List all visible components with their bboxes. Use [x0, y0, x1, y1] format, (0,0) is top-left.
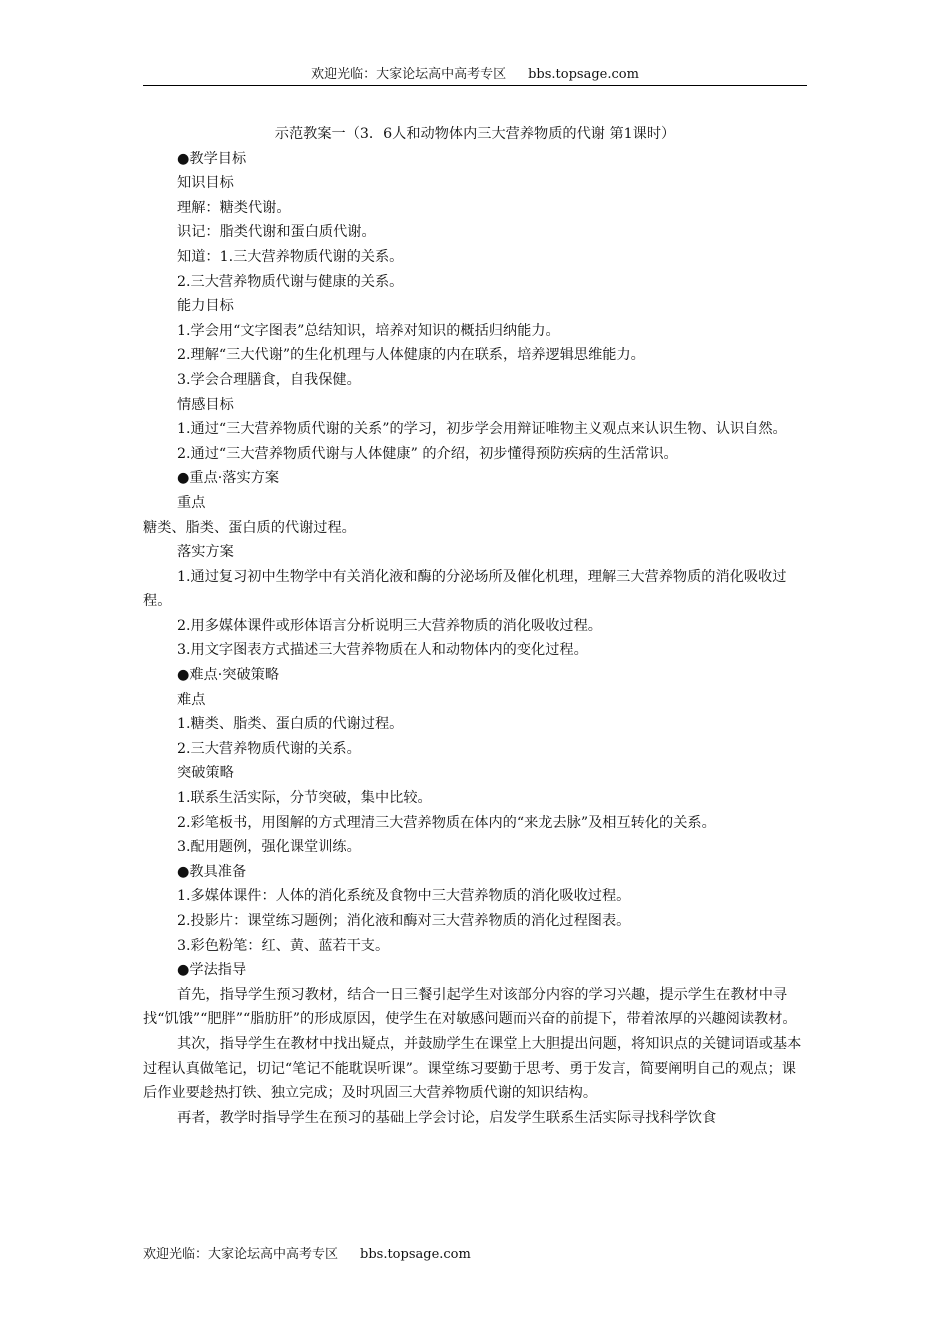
document-line: 3.配用题例，强化课堂训练。 — [177, 839, 361, 856]
document-line: 1.多媒体课件：人体的消化系统及食物中三大营养物质的消化吸收过程。 — [177, 888, 631, 905]
document-line: 其次，指导学生在教材中找出疑点，并鼓励学生在课堂上大胆提出问题，将知识点的关键词语或基本过程认真做笔记，切记“笔记不能耽误听课”。课堂练习要勤于思考、勇于发言，简要阐明自己的观点；课后作业要趁热打铁、独立完成；及时巩固三大营养物质代谢的知识结构。 — [143, 1035, 802, 1102]
page-header — [143, 66, 807, 84]
document-body — [143, 122, 807, 1130]
footer-site-text: 欢迎光临：大家论坛高中高考专区 — [143, 1247, 339, 1262]
document-line: 3.彩色粉笔：红、黄、蓝若干支。 — [177, 937, 390, 954]
document-line: 糖类、脂类、蛋白质的代谢过程。 — [143, 519, 356, 536]
document-line: 1.联系生活实际，分节突破，集中比较。 — [177, 790, 432, 807]
document-line: 1.通过“三大营养物质代谢的关系”的学习，初步学会用辩证唯物主义观点来认识生物、认识自然。 — [177, 421, 787, 438]
header-url-link[interactable]: bbs.topsage.com — [528, 67, 639, 82]
document-line: 2.用多媒体课件或形体语言分析说明三大营养物质的消化吸收过程。 — [177, 617, 602, 634]
document-line: 难点 — [177, 691, 206, 708]
document-line: 1.学会用“文字图表”总结知识，培养对知识的概括归纳能力。 — [177, 322, 560, 339]
document-line: 1.糖类、脂类、蛋白质的代谢过程。 — [177, 716, 404, 733]
document-line: 能力目标 — [177, 298, 234, 315]
document-line: 1.通过复习初中生物学中有关消化液和酶的分泌场所及催化机理，理解三大营养物质的消化吸收过程。 — [143, 568, 787, 610]
document-lines — [143, 147, 807, 1131]
document-line: 重点 — [177, 494, 206, 511]
document-line: ●重点·落实方案 — [177, 470, 280, 487]
document-line: 2.投影片：课堂练习题例；消化液和酶对三大营养物质的消化过程图表。 — [177, 913, 631, 929]
document-line: 2.三大营养物质代谢与健康的关系。 — [177, 273, 404, 290]
document-line: 情感目标 — [177, 396, 234, 413]
document-line: 3.学会合理膳食，自我保健。 — [177, 371, 361, 388]
document-line: 知道：1.三大营养物质代谢的关系。 — [177, 248, 404, 265]
document-line: 首先，指导学生预习教材，结合一日三餐引起学生对该部分内容的学习兴趣，提示学生在教材中寻找“饥饿”“肥胖”“脂肪肝”的形成原因，使学生在对敏感问题而兴奋的前提下，带着浓厚的兴趣阅读教材。 — [143, 986, 797, 1028]
header-site-text: 欢迎光临：大家论坛高中高考专区 — [311, 67, 507, 82]
document-line: ●难点·突破策略 — [177, 667, 280, 684]
document-line: 3.用文字图表方式描述三大营养物质在人和动物体内的变化过程。 — [177, 642, 588, 659]
page-footer — [143, 1246, 471, 1264]
document-line: 2.三大营养物质代谢的关系。 — [177, 740, 361, 757]
document-line: 2.理解“三大代谢”的生化机理与人体健康的内在联系，培养逻辑思维能力。 — [177, 347, 645, 364]
footer-url-link[interactable]: bbs.topsage.com — [360, 1247, 471, 1262]
document-line: ●教具准备 — [177, 863, 247, 880]
document-line: 理解：糖类代谢。 — [177, 199, 291, 216]
document-line: 突破策略 — [177, 765, 234, 782]
document-line: 2.彩笔板书，用图解的方式理清三大营养物质在体内的“来龙去脉”及相互转化的关系。 — [177, 814, 716, 831]
document-line: 落实方案 — [177, 544, 234, 561]
document-line: 2.通过“三大营养物质代谢与人体健康” 的介绍，初步懂得预防疾病的生活常识。 — [177, 445, 678, 462]
document-line: 知识目标 — [177, 175, 234, 192]
document-line: ●学法指导 — [177, 962, 247, 979]
document-line: ●教学目标 — [177, 150, 247, 167]
document-line: 识记：脂类代谢和蛋白质代谢。 — [177, 224, 376, 241]
header-divider — [143, 85, 807, 86]
document-line: 再者，教学时指导学生在预习的基础上学会讨论，启发学生联系生活实际寻找科学饮食 — [177, 1109, 717, 1126]
document-title: 示范教案一（3．6人和动物体内三大营养物质的代谢 第1课时） — [274, 126, 676, 142]
